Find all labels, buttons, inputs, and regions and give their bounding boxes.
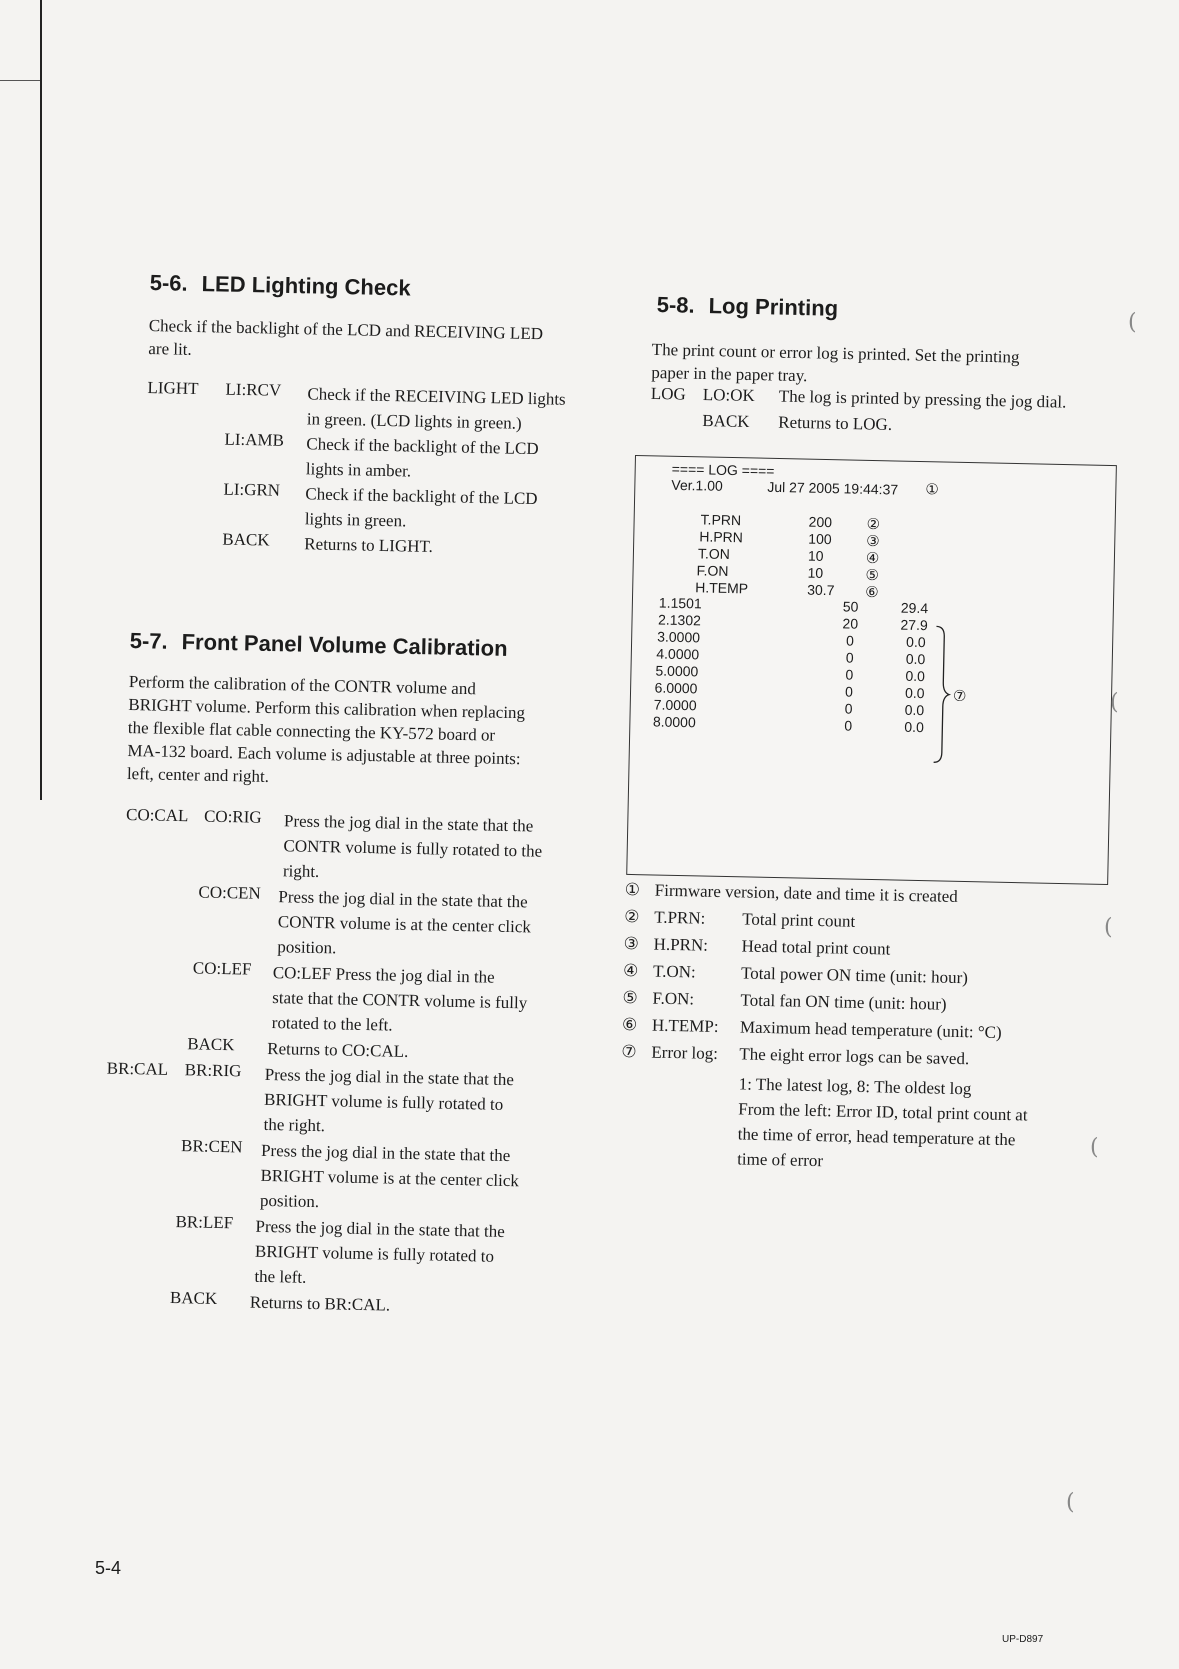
error-id: 1.1501	[658, 594, 702, 612]
menu-item-description	[254, 1214, 505, 1294]
menu-item-description: Returns to LOG.	[778, 412, 893, 434]
legend-key: Error log:	[651, 1042, 719, 1063]
menu-item-description	[263, 1062, 514, 1142]
menu-item-key: LI:GRN	[223, 479, 281, 500]
intro-line: BRIGHT volume. Perform this calibration when replacing	[128, 694, 526, 723]
menu-key: CO:CAL	[125, 804, 189, 826]
error-temp: 29.4	[900, 599, 929, 617]
menu-key: BR:CAL	[106, 1058, 169, 1079]
section-intro	[127, 670, 609, 795]
error-temp: 27.9	[900, 616, 928, 634]
desc-line: Returns to CO:CAL.	[267, 1038, 409, 1061]
callout-mark: ④	[865, 548, 880, 568]
binder-edge-line	[40, 0, 42, 800]
counter-label: F.ON	[696, 562, 729, 579]
legend-key: T.PRN:	[654, 907, 706, 928]
error-temp: 0.0	[904, 684, 925, 702]
desc-line: lights in green.	[304, 509, 407, 531]
desc-line: Press the jog dial in the state that the	[278, 887, 528, 912]
error-log-brace	[932, 624, 955, 764]
error-temp: 0.0	[905, 667, 926, 685]
section-heading	[656, 292, 1106, 327]
legend-key: T.ON:	[652, 961, 696, 982]
legend-mark: ④	[622, 960, 639, 982]
legend-value: Firmware version, date and time it is created	[654, 880, 958, 906]
legend-mark: ⑥	[621, 1014, 638, 1036]
margin-mark: (	[1066, 1490, 1075, 1515]
legend-value: Total fan ON time (unit: hour)	[740, 990, 947, 1014]
counter-label: H.PRN	[699, 528, 744, 546]
menu-item-key: BACK	[169, 1287, 218, 1308]
desc-line: Check if the backlight of the LCD	[306, 434, 539, 459]
section-led-lighting-check	[144, 270, 610, 564]
legend-mark: ①	[624, 880, 641, 901]
desc-line: Press the jog dial in the state that the	[283, 811, 534, 836]
error-count: 0	[844, 717, 853, 734]
model-number: UP-D897	[1002, 1634, 1044, 1645]
section-number: 5-6.	[149, 270, 188, 296]
desc-line: lights in amber.	[305, 459, 412, 481]
section-heading	[129, 628, 609, 664]
legend-line: 1: The latest log, 8: The oldest log	[738, 1074, 972, 1099]
desc-line: CO:LEF Press the jog dial in the	[272, 963, 495, 987]
menu-item-key: CO:RIG	[203, 806, 262, 827]
intro-line: The print count or error log is printed. Set the printing	[651, 339, 1020, 367]
desc-line: position.	[259, 1190, 320, 1212]
desc-line: position.	[277, 937, 337, 958]
desc-line: BRIGHT volume is fully rotated to	[263, 1089, 504, 1114]
counter-value: 200	[808, 513, 833, 531]
error-id: 4.0000	[656, 645, 700, 663]
error-count: 0	[845, 666, 854, 683]
intro-line: are lit.	[148, 338, 192, 359]
menu-item-description	[307, 381, 566, 436]
menu-item-key: BACK	[222, 529, 270, 550]
section-number: 5-7.	[129, 628, 168, 654]
callout-mark: ⑥	[864, 582, 879, 602]
page-number: 5-4	[95, 1558, 122, 1578]
legend-mark: ②	[624, 906, 640, 928]
section-intro	[148, 314, 609, 370]
desc-line: CONTR volume is fully rotated to the	[283, 836, 543, 861]
error-count: 0	[844, 683, 854, 700]
desc-line: in green. (LCD lights in green.)	[306, 409, 522, 433]
section-heading	[149, 270, 609, 306]
menu-item-description	[306, 431, 539, 486]
error-count: 0	[845, 649, 854, 666]
menu-item-key: CO:CEN	[198, 882, 262, 903]
error-id: 2.1302	[657, 611, 702, 629]
error-count: 20	[842, 615, 859, 632]
menu-item-key: BR:CEN	[180, 1136, 243, 1157]
intro-line: Check if the backlight of the LCD and RECEIVING LED	[148, 315, 544, 344]
intro-line: the flexible flat cable connecting the KY-572 board or	[127, 717, 496, 745]
error-id: 6.0000	[654, 679, 698, 697]
menu-row	[123, 881, 604, 967]
menu-item-key: BACK	[702, 410, 750, 431]
margin-mark: (	[1110, 690, 1119, 715]
menu-item-description	[277, 884, 532, 964]
error-temp: 0.0	[904, 718, 925, 736]
counter-value: 100	[808, 530, 832, 548]
menu-item-key: LI:RCV	[225, 379, 282, 400]
menu-item-description	[305, 481, 538, 536]
desc-line: Returns to BR:CAL.	[249, 1292, 391, 1315]
menu-key: LOG	[650, 383, 687, 404]
desc-line: Press the jog dial in the state that the	[260, 1140, 511, 1166]
error-count: 0	[844, 700, 853, 717]
legend-line: From the left: Error ID, total print count at	[738, 1099, 1028, 1125]
menu-item-key: BACK	[187, 1034, 235, 1055]
counter-label: T.ON	[697, 545, 731, 563]
margin-mark: (	[1104, 915, 1113, 940]
menu-key: LIGHT	[147, 377, 199, 399]
desc-line: Check if the RECEIVING LED lights	[307, 384, 566, 409]
callout-mark: ⑤	[865, 565, 880, 585]
margin-mark: (	[1128, 310, 1137, 335]
error-id: 7.0000	[653, 696, 697, 714]
desc-line: Press the jog dial in the state that the	[264, 1064, 515, 1090]
menu-item-key: LI:AMB	[224, 429, 285, 450]
section-number: 5-8.	[656, 292, 695, 318]
counter-value: 10	[807, 547, 824, 564]
legend-mark: ⑦	[621, 1041, 637, 1063]
section-front-panel-volume-calibration	[106, 628, 610, 1323]
menu-item-description	[260, 1138, 520, 1218]
legend-value: The eight error logs can be saved.	[739, 1044, 970, 1069]
legend-continuation	[619, 1069, 1081, 1179]
legend-value: Total power ON time (unit: hour)	[740, 963, 969, 988]
counter-value: 30.7	[807, 581, 835, 599]
error-count: 0	[845, 632, 855, 649]
menu-row	[125, 805, 606, 891]
menu-item-description: The log is printed by pressing the jog dial.	[778, 386, 1067, 412]
menu-item-description	[304, 531, 433, 559]
desc-line: Check if the backlight of the LCD	[305, 484, 538, 509]
desc-line: Press the jog dial in the state that the	[255, 1216, 505, 1241]
menu-item-description	[283, 808, 543, 888]
counter-value: 10	[807, 564, 824, 581]
menu-item-key: LO:OK	[702, 384, 756, 406]
margin-mark: (	[1090, 1135, 1099, 1160]
menu-item-description	[267, 1036, 409, 1064]
menu-item-key: BR:RIG	[184, 1060, 242, 1081]
legend-mark: ⑤	[622, 987, 638, 1009]
callout-7: ⑦	[952, 686, 967, 705]
counter-label: T.PRN	[700, 511, 742, 529]
error-temp: 0.0	[905, 633, 926, 651]
desc-line: the left.	[254, 1266, 307, 1287]
menu-item-key: CO:LEF	[192, 958, 252, 979]
legend-key: F.ON:	[652, 988, 695, 1009]
counter-label: H.TEMP	[695, 579, 749, 597]
section-title: Log Printing	[708, 293, 839, 321]
callout-mark: ③	[866, 531, 880, 551]
desc-line: the right.	[263, 1114, 326, 1136]
section-title: Front Panel Volume Calibration	[181, 629, 508, 661]
desc-line: rotated to the left.	[271, 1013, 393, 1035]
error-id: 8.0000	[652, 713, 696, 731]
desc-line: BRIGHT volume is at the center click	[260, 1165, 520, 1191]
intro-line: left, center and right.	[126, 763, 270, 786]
intro-line: MA-132 board. Each volume is adjustable at three points:	[127, 740, 521, 769]
error-count: 50	[842, 598, 859, 615]
legend-value: Head total print count	[741, 936, 891, 959]
log-legend	[619, 880, 1085, 1179]
legend-value: Total print count	[742, 909, 856, 931]
menu-row	[122, 957, 603, 1043]
legend-key: H.TEMP:	[651, 1015, 719, 1036]
desc-line: Returns to LIGHT.	[304, 534, 434, 556]
legend-key: H.PRN:	[653, 934, 709, 955]
log-header: ==== LOG ====	[671, 460, 775, 479]
error-id: 5.0000	[655, 662, 699, 680]
log-printout-sample	[626, 455, 1117, 885]
legend-line: the time of error, head temperature at the	[737, 1124, 1016, 1150]
menu-item-description	[250, 1290, 391, 1318]
desc-line: state that the CONTR volume is fully	[272, 988, 528, 1013]
desc-line: BRIGHT volume is fully rotated to	[254, 1241, 495, 1266]
error-temp: 0.0	[905, 650, 926, 668]
menu-row	[106, 1058, 600, 1145]
legend-mark: ③	[623, 933, 640, 955]
error-id: 3.0000	[657, 628, 701, 646]
callout-1: ①	[925, 480, 939, 499]
log-version: Ver.1.00	[671, 476, 723, 494]
menu-item-description	[272, 960, 528, 1040]
section-log-printing	[650, 292, 1107, 445]
intro-line: Perform the calibration of the CONTR volume and	[128, 671, 477, 699]
intro-line: paper in the paper tray.	[651, 362, 808, 386]
menu-row	[116, 1211, 597, 1297]
legend-value: Maximum head temperature (unit: °C)	[739, 1017, 1002, 1042]
desc-line: CONTR volume is at the center click	[277, 912, 532, 937]
desc-line: right.	[282, 861, 320, 882]
section-title: LED Lighting Check	[201, 271, 411, 301]
log-datetime: Jul 27 2005 19:44:37	[767, 478, 899, 498]
binder-tick-line	[0, 80, 40, 81]
callout-mark: ②	[866, 514, 881, 534]
legend-line: time of error	[736, 1149, 824, 1171]
menu-row	[118, 1135, 599, 1221]
error-temp: 0.0	[904, 701, 925, 719]
menu-item-key: BR:LEF	[175, 1212, 234, 1233]
